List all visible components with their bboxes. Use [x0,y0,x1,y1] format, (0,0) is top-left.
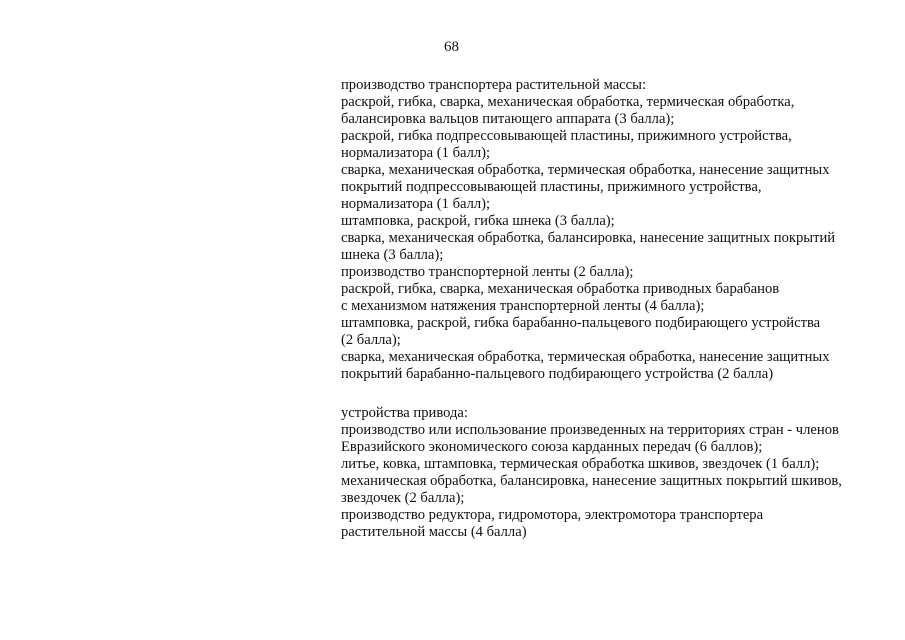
section-conveyor [341,77,881,383]
text-line: раскрой, гибка, сварка, механическая обработка, термическая обработка, [341,94,795,110]
text-line: нормализатора (1 балл); [341,145,491,161]
text-line: (2 балла); [341,332,401,348]
text-line: штамповка, раскрой, гибка шнека (3 балла); [341,213,615,229]
text-line: устройства привода: [341,405,468,421]
text-line: производство транспортера растительной массы: [341,77,646,93]
text-line: с механизмом натяжения транспортерной ленты (4 балла); [341,298,705,314]
text-line: сварка, механическая обработка, термическая обработка, нанесение защитных [341,349,830,365]
text-line: сварка, механическая обработка, термическая обработка, нанесение защитных [341,162,830,178]
text-line: растительной массы (4 балла) [341,524,527,540]
text-line: нормализатора (1 балл); [341,196,491,212]
text-line: шнека (3 балла); [341,247,444,263]
text-line: штамповка, раскрой, гибка барабанно-пальцевого подбирающего устройства [341,315,821,331]
text-line: производство или использование произведенных на территориях стран - членов [341,422,839,438]
text-line: раскрой, гибка, сварка, механическая обработка приводных барабанов [341,281,780,297]
text-line: литье, ковка, штамповка, термическая обработка шкивов, звездочек (1 балл); [341,456,820,472]
text-line: сварка, механическая обработка, балансировка, нанесение защитных покрытий [341,230,836,246]
text-line: Евразийского экономического союза карданных передач (6 баллов); [341,439,763,455]
text-line: покрытий подпрессовывающей пластины, прижимного устройства, [341,179,762,195]
text-line: звездочек (2 балла); [341,490,465,506]
text-line: покрытий барабанно-пальцевого подбирающего устройства (2 балла) [341,366,774,382]
text-line: производство редуктора, гидромотора, электромотора транспортера [341,507,764,523]
text-line: механическая обработка, балансировка, нанесение защитных покрытий шкивов, [341,473,842,489]
page-number: 68 [444,39,459,55]
text-line: балансировка вальцов питающего аппарата (3 балла); [341,111,675,127]
text-line: раскрой, гибка подпрессовывающей пластины, прижимного устройства, [341,128,792,144]
section-drive-devices [341,405,881,541]
text-line: производство транспортерной ленты (2 балла); [341,264,634,280]
